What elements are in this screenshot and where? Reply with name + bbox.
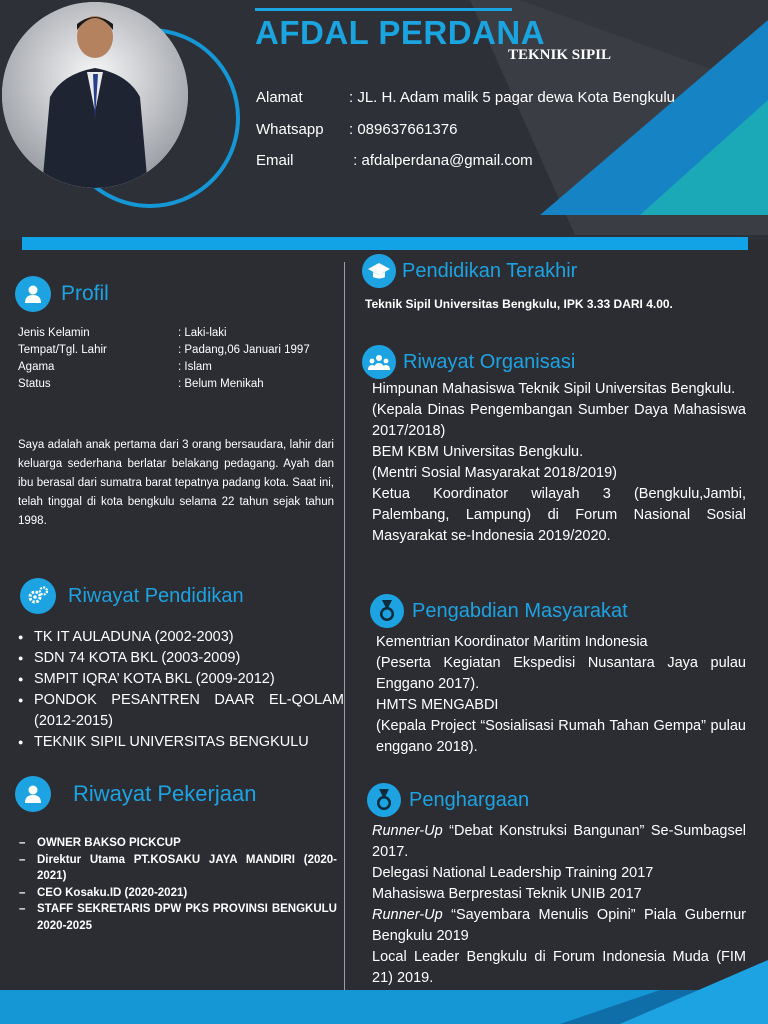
text-line (372, 947, 746, 989)
field-label: Jenis Kelamin (18, 327, 90, 339)
penghargaan-heading (367, 783, 529, 817)
organisasi-text (372, 379, 746, 547)
list-item: ● TEKNIK SIPIL UNIVERSITAS BENGKULU (18, 732, 344, 753)
contact-label: Email (256, 152, 294, 169)
field-row (18, 325, 338, 342)
list-item: – Direktur Utama PT.KOSAKU JAYA MANDIRI (2020-2021) (17, 852, 337, 885)
header-divider-bar (22, 237, 748, 250)
pengabdian-text (376, 632, 746, 758)
about-text: Saya adalah anak pertama dari 3 orang bersaudara, lahir dari keluarga sederhana berlatar belakang pedagang. Ayah dan ibu berasal dari sumatra barat tepatnya padang kota. Saat ini, telah tinggal di kota bengkulu selama 22 tahun sejak tahun 1998. (18, 439, 334, 527)
field-label: Status (18, 378, 51, 390)
pendidikan-heading (20, 578, 244, 614)
contact-value: : 089637661376 (349, 121, 458, 138)
field-value: : Laki-laki (178, 327, 227, 339)
text-line (372, 821, 746, 863)
line-text: Mahasiswa Berprestasi Teknik UNIB 2017 (372, 886, 642, 902)
contact-label: Whatsapp (256, 121, 324, 138)
medal-icon (367, 783, 401, 817)
list-item: – OWNER BAKSO PICKCUP (17, 835, 337, 852)
italic-prefix: Runner-Up (372, 907, 443, 923)
text-line (372, 884, 746, 905)
text-line: (Kepala Project “Sosialisasi Rumah Tahan Gempa” pulau enggano 2018). (376, 718, 746, 755)
text-line: BEM KBM Universitas Bengkulu. (372, 444, 584, 460)
full-name: AFDAL PERDANA (255, 14, 546, 51)
text-line: Ketua Koordinator wilayah 3 (Bengkulu,Jambi, Palembang, Lampung) di Forum Nasional Sosial Masyarakat se-Indonesia 2019/2020. (372, 486, 746, 544)
line-text: “Sayembara Menulis Opini” Piala Gubernur Bengkulu 2019 (372, 907, 746, 944)
gears-icon (20, 578, 56, 614)
contact-email (256, 152, 533, 169)
italic-prefix: Runner-Up (372, 823, 443, 839)
name-underline (255, 8, 512, 11)
contact-value: : JL. H. Adam malik 5 pagar dewa Kota Bengkulu (349, 89, 676, 106)
text-line: (Peserta Kegiatan Ekspedisi Nusantara Jaya pulau Enggano 2017). (376, 655, 746, 692)
text-line: (Mentri Sosial Masyarakat 2018/2019) (372, 465, 618, 481)
section-title: Riwayat Pekerjaan (73, 781, 257, 806)
list-item: – STAFF SEKRETARIS DPW PKS PROVINSI BENGKULU 2020-2025 (17, 901, 337, 934)
text-line: (Kepala Dinas Pengembangan Sumber Daya Mahasiswa 2017/2018) (372, 402, 746, 439)
pengabdian-heading (370, 594, 628, 628)
contact-whatsapp (256, 121, 457, 138)
field-value: : Islam (178, 361, 212, 373)
education-list (18, 627, 344, 753)
profil-heading (15, 276, 109, 312)
text-line (372, 905, 746, 947)
section-title: Pendidikan Terakhir (402, 259, 578, 282)
line-text: “Debat Konstruksi Bangunan” Se-Sumbagsel 2017. (372, 823, 746, 860)
column-divider (344, 262, 345, 990)
field-label: Agama (18, 361, 55, 373)
text-line (372, 863, 746, 884)
list-item: ● SMPIT IQRA’ KOTA BKL (2009-2012) (18, 669, 344, 690)
list-item: ● SDN 74 KOTA BKL (2003-2009) (18, 648, 344, 669)
field-row (18, 376, 338, 393)
organisasi-heading (362, 345, 575, 379)
section-title: Profil (61, 282, 109, 305)
list-item: ● PONDOK PESANTREN DAAR EL-QOLAM (2012-2015) (18, 690, 344, 732)
contact-address (256, 89, 675, 106)
pendidikan-terakhir-heading (362, 254, 577, 288)
pekerjaan-heading (15, 776, 256, 812)
job-title: TEKNIK SIPIL (508, 47, 611, 63)
line-text: Delegasi National Leadership Training 2017 (372, 865, 654, 881)
field-value: : Padang,06 Januari 1997 (178, 344, 310, 356)
text-line: Himpunan Mahasiswa Teknik Sipil Universitas Bengkulu. (372, 381, 736, 397)
section-title: Pengabdian Masyarakat (412, 599, 628, 622)
medal-icon (370, 594, 404, 628)
profile-photo (2, 2, 188, 188)
people-icon (362, 345, 396, 379)
section-title: Riwayat Pendidikan (68, 584, 244, 607)
section-title: Riwayat Organisasi (403, 350, 576, 373)
profil-fields (18, 325, 338, 393)
text-line: Kementrian Koordinator Maritim Indonesia (376, 634, 648, 650)
contact-label: Alamat (256, 89, 303, 106)
text-line: HMTS MENGABDI (376, 697, 499, 713)
field-value: : Belum Menikah (178, 378, 264, 390)
work-list (17, 835, 337, 934)
user-icon (15, 776, 51, 812)
contact-value: : afdalperdana@gmail.com (349, 152, 533, 169)
penghargaan-text (372, 821, 746, 989)
field-label: Tempat/Tgl. Lahir (18, 344, 107, 356)
line-text: Local Leader Bengkulu di Forum Indonesia Muda (FIM 21) 2019. (372, 949, 746, 986)
field-row (18, 359, 338, 376)
list-item: ● TK IT AULADUNA (2002-2003) (18, 627, 344, 648)
list-item: – CEO Kosaku.ID (2020-2021) (17, 885, 337, 902)
section-title: Penghargaan (409, 788, 530, 811)
last-education-text: Teknik Sipil Universitas Bengkulu, IPK 3.33 DARI 4.00. (365, 297, 673, 311)
field-row (18, 342, 338, 359)
user-icon (15, 276, 51, 312)
graduation-cap-icon (362, 254, 396, 288)
